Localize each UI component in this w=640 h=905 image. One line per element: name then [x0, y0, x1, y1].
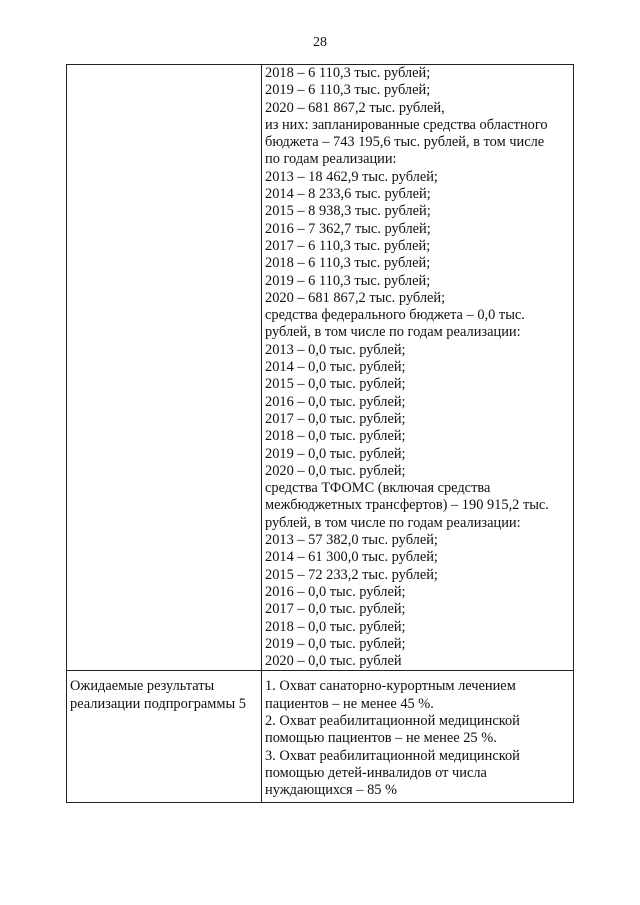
page-number: 28 [313, 35, 327, 50]
funding-line: средства ТФОМС (включая средства [265, 480, 491, 497]
results-row [67, 671, 574, 803]
funding-line: 2020 – 0,0 тыс. рублей; [265, 462, 406, 479]
funding-line: 2016 – 7 362,7 тыс. рублей; [265, 220, 431, 237]
funding-line: 2016 – 0,0 тыс. рублей; [265, 583, 406, 600]
funding-line: 2014 – 8 233,6 тыс. рублей; [265, 186, 431, 203]
funding-line: 2017 – 0,0 тыс. рублей; [265, 410, 406, 427]
funding-line: 2013 – 18 462,9 тыс. рублей; [265, 168, 438, 185]
result-line: пациентов – не менее 45 %. [265, 695, 434, 712]
funding-line: 2018 – 0,0 тыс. рублей; [265, 618, 406, 635]
funding-line: 2019 – 0,0 тыс. рублей; [265, 445, 406, 462]
funding-line: 2020 – 681 867,2 тыс. рублей, [265, 99, 445, 116]
funding-line: 2018 – 0,0 тыс. рублей; [265, 428, 406, 445]
funding-line: 2017 – 0,0 тыс. рублей; [265, 601, 406, 618]
funding-label-cell [67, 65, 262, 671]
result-line: помощью пациентов – не менее 25 %. [265, 730, 497, 747]
result-line: 1. Охват санаторно-курортным лечением [265, 678, 516, 695]
funding-line: из них: запланированные средства областного [265, 116, 548, 133]
funding-line: 2015 – 8 938,3 тыс. рублей; [265, 203, 431, 220]
result-line: 2. Охват реабилитационной медицинской [265, 712, 520, 729]
funding-line: 2013 – 57 382,0 тыс. рублей; [265, 532, 438, 549]
funding-line: 2017 – 6 110,3 тыс. рублей; [265, 237, 431, 254]
funding-line: 2019 – 0,0 тыс. рублей; [265, 635, 406, 652]
funding-line: рублей, в том числе по годам реализации: [265, 514, 521, 531]
funding-line: 2020 – 0,0 тыс. рублей [265, 653, 402, 670]
funding-line: 2014 – 0,0 тыс. рублей; [265, 359, 406, 376]
result-line: помощью детей-инвалидов от числа [265, 764, 487, 781]
funding-line: 2020 – 681 867,2 тыс. рублей; [265, 289, 446, 306]
funding-line: 2016 – 0,0 тыс. рублей; [265, 393, 406, 410]
funding-line: по годам реализации: [265, 151, 397, 168]
funding-line: 2019 – 6 110,3 тыс. рублей; [265, 82, 431, 99]
funding-line: 2013 – 0,0 тыс. рублей; [265, 341, 406, 358]
funding-line: бюджета – 743 195,6 тыс. рублей, в том числе [265, 134, 545, 151]
results-label-cell [67, 671, 262, 803]
funding-line: 2018 – 6 110,3 тыс. рублей; [265, 255, 431, 272]
funding-line: 2018 – 6 110,3 тыс. рублей; [265, 65, 431, 81]
program-table [66, 64, 574, 803]
results-cell [262, 671, 574, 803]
funding-line: 2015 – 0,0 тыс. рублей; [265, 376, 406, 393]
funding-line: рублей, в том числе по годам реализации: [265, 324, 521, 341]
funding-line: средства федерального бюджета – 0,0 тыс. [265, 307, 525, 324]
funding-row [67, 65, 574, 671]
funding-line: межбюджетных трансфертов) – 190 915,2 тыс. [265, 497, 549, 514]
funding-line: 2014 – 61 300,0 тыс. рублей; [265, 549, 438, 566]
funding-line: 2019 – 6 110,3 тыс. рублей; [265, 272, 431, 289]
results-label-line: Ожидаемые результаты [70, 678, 215, 695]
result-line: 3. Охват реабилитационной медицинской [265, 747, 520, 764]
results-label-line: реализации подпрограммы 5 [70, 695, 246, 712]
result-line: нуждающихся – 85 % [265, 782, 398, 799]
funding-line: 2015 – 72 233,2 тыс. рублей; [265, 566, 438, 583]
funding-cell [262, 65, 574, 671]
